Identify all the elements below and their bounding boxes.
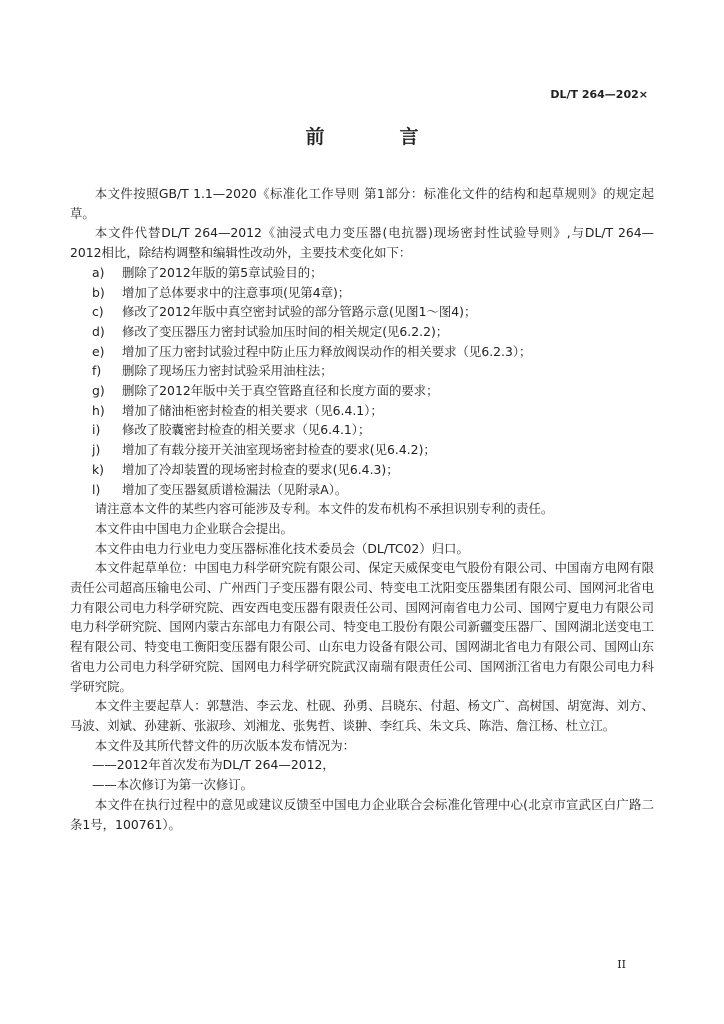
list-item [70,342,654,362]
list-item-text: 增加了冷却装置的现场密封检查的要求(见6.4.3)； [122,461,399,477]
list-item [70,263,654,283]
list-item-text: 增加了变压器氦质谱检漏法（见附录A）。 [122,481,348,497]
list-marker: l) [92,481,101,497]
list-item [70,322,654,342]
list-item-text: 修改了变压器压力密封试验加压时间的相关规定(见6.2.2)； [122,323,449,339]
drafting-units-paragraph: 本文件起草单位：中国电力科学研究院有限公司、保定天威保变电气股份有限公司、中国南方电网有限责任公司超高压输电公司、广州西门子变压器有限公司、特变电工沈阳变压器集团有限公司、国网河北省电力有限公司电力科学研究院、西安西电变压器有限责任公司、国网河南省电力公司、国网宁夏电力有限公司电力科学研究院、国网内蒙古东部电力有限公司、特变电工股份有限公司新疆变压器厂、国网湖北送变电工程有限公司、特变电工衡阳变压器有限公司、山东电力设备有限公司、国网湖北省电力有限公司、国网山东省电力公司电力科学研究院、国网电力科学研究院武汉南瑞有限责任公司、国网浙江省电力有限公司电力科学研究院。 [70,560,654,694]
patent-notice: 请注意本文件的某些内容可能涉及专利。本文件的发布机构不承担识别专利的责任。 [94,501,554,517]
history-intro: 本文件及其所代替文件的历次版本发布情况为： [94,737,355,753]
changes-list [70,263,654,499]
list-marker: k) [92,461,105,477]
list-item [70,302,654,322]
intro-paragraph: 本文件代替DL/T 264—2012《油浸式电力变压器(电抗器)现场密封性试验导则》,与DL/T 264—2012相比，除结构调整和编辑性改动外，主要技术变化如下： [70,225,654,261]
list-item [70,480,654,500]
list-item [70,381,654,401]
history-item: ——2012年首次发布为DL/T 264—2012， [92,757,335,773]
list-marker: e) [92,343,105,359]
list-item-text: 增加了有载分接开关油室现场密封检查的要求(见6.4.2)； [122,442,436,458]
list-item-text: 增加了总体要求中的注意事项(见第4章)； [122,284,351,300]
list-marker: h) [92,402,105,418]
list-marker: d) [92,323,105,339]
list-item-text: 增加了储油柜密封检查的相关要求（见6.4.1）； [122,402,383,418]
list-marker: a) [92,264,105,280]
history-item: ——本次修订为第一次修订。 [92,777,254,793]
drafters-paragraph: 本文件主要起草人：郭慧浩、李云龙、杜砚、孙勇、吕晓东、付超、杨文广、高树国、胡宽海、刘方、马波、刘斌、孙建新、张淑珍、刘湘龙、张隽哲、谈翀、李红兵、朱文兵、陈浩、詹江杨、杜立江。 [70,698,654,733]
list-item-text: 删除了现场压力密封试验采用油柱法； [122,363,333,379]
page-number: II [617,958,626,971]
list-item [70,420,654,440]
page-title: 前 言 [305,126,447,148]
list-item [70,361,654,381]
list-marker: i) [92,422,101,438]
list-item-text: 删除了2012年版的第5章试验目的； [122,264,323,280]
intro-paragraph: 本文件按照GB/T 1.1—2020《标准化工作导则 第1部分：标准化文件的结构和起草规则》的规定起草。 [70,186,654,221]
list-marker: b) [92,284,105,300]
list-marker: g) [92,383,105,399]
list-item-text: 修改了2012年版中真空密封试验的部分管路示意(见图1～图4)； [122,304,477,320]
list-item [70,401,654,421]
document-code: DL/T 264—202× [550,88,648,101]
list-item-text: 删除了2012年版中关于真空管路直径和长度方面的要求； [122,383,439,399]
list-marker: f) [92,363,102,379]
list-marker: c) [92,304,104,320]
list-item [70,440,654,460]
list-item-text: 修改了胶囊密封检查的相关要求（见6.4.1）； [122,422,371,438]
list-item [70,460,654,480]
proposer-paragraph: 本文件由中国电力企业联合会提出。 [94,520,294,536]
list-item [70,283,654,303]
list-marker: j) [92,442,101,458]
foreword-body [70,184,654,834]
feedback-paragraph: 本文件在执行过程中的意见或建议反馈至中国电力企业联合会标准化管理中心(北京市宣武区白广路二条1号，100761）。 [70,796,654,832]
committee-paragraph: 本文件由电力行业电力变压器标准化技术委员会（DL/TC02）归口。 [94,540,469,556]
list-item-text: 增加了压力密封试验过程中防止压力释放阀误动作的相关要求（见6.2.3）； [122,343,532,359]
